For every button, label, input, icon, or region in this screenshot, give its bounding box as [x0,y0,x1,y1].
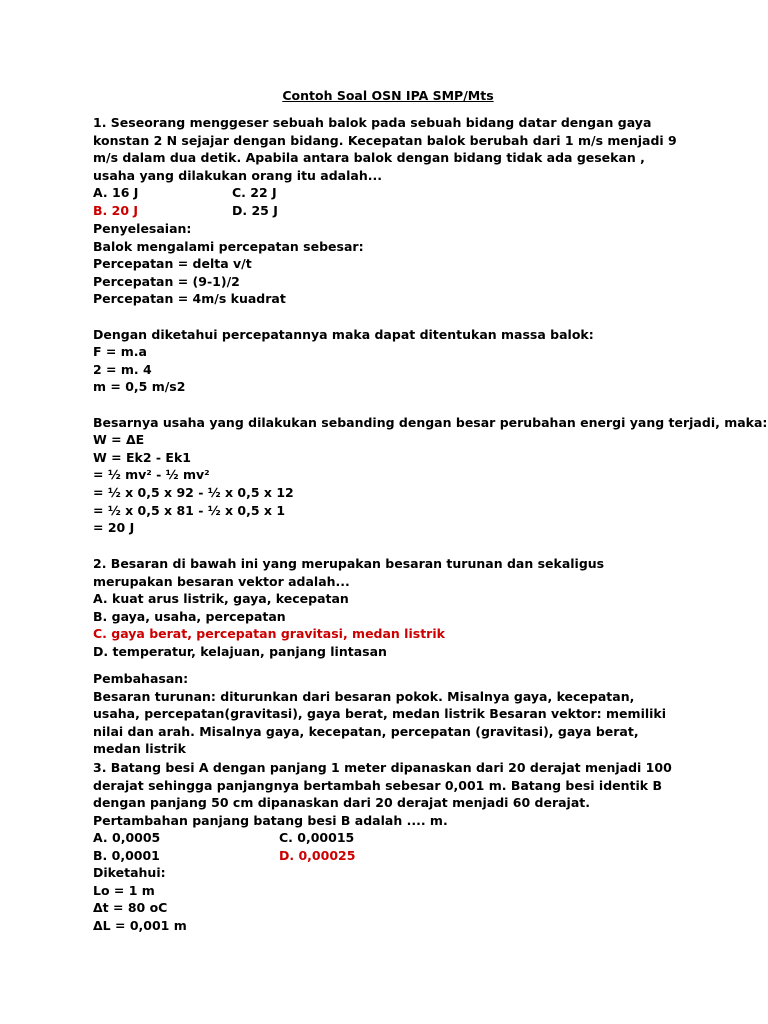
option-a: A. 0,0005 [93,830,161,846]
solution-line: m = 0,5 m/s2 [93,379,186,395]
known-line: Lo = 1 m [93,882,155,898]
solution-line: = ½ x 0,5 x 92 - ½ x 0,5 x 12 [93,484,294,500]
solution-blank [93,308,683,326]
solution-line: = ½ mv² - ½ mv² [93,467,210,483]
solution-line: Dengan diketahui percepatannya maka dapat ditentukan massa balok: [93,326,594,342]
option-a: A. kuat arus listrik, gaya, kecepatan [93,591,349,607]
solution-line: W = ΔE [93,432,145,448]
solution-line: Besarnya usaha yang dilakukan sebanding dengan besar perubahan energi yang terjadi, maka: [93,414,768,430]
solution-line: Penyelesaian: [93,221,192,236]
known-title: Diketahui: [93,865,166,880]
question-3-options-row-1 [93,829,683,847]
question-3-text: 3. Batang besi A dengan panjang 1 meter dipanaskan dari 20 derajat menjadi 100 derajat sehingga panjangnya bertambah sebesar 0,001 m. Batang besi identik B dengan panjang 50 cm dipanaskan dari 20 derajat menjadi 60 derajat. Pertambahan panjang batang besi B adalah .... m. [93,760,672,828]
solution-line: Percepatan = 4m/s kuadrat [93,291,286,307]
question-2-text: 2. Besaran di bawah ini yang merupakan besaran turunan dan sekaligus merupakan besaran vektor adalah... [93,556,605,589]
page-title: Contoh Soal OSN IPA SMP/Mts [282,88,494,103]
question-1-text: 1. Seseorang menggeser sebuah balok pada sebuah bidang datar dengan gaya konstan 2 N sejajar dengan bidang. Kecepatan balok berubah dari 1 m/s menjadi 9 m/s dalam dua detik. Apabila antara balok dengan bidang tidak ada gesekan , usaha yang dilakukan orang itu adalah... [93,115,677,183]
solution-line: = 20 J [93,520,135,536]
solution-line: 2 = m. 4 [93,361,152,377]
question-2-discussion [93,670,683,758]
option-d: D. temperatur, kelajuan, panjang lintasan [93,643,387,659]
question-3 [93,759,683,865]
question-1-options-row-1 [93,184,683,202]
question-1 [93,114,683,220]
option-d: D. 25 J [232,202,278,218]
option-c: C. 22 J [232,185,277,201]
solution-line: W = Ek2 - Ek1 [93,449,191,465]
question-2 [93,555,683,661]
solution-blank [93,396,683,414]
option-d-answer: D. 0,00025 [279,847,356,863]
question-1-options-row-2 [93,202,683,220]
question-1-solution [93,220,768,537]
option-a: A. 16 J [93,185,139,201]
question-3-known [93,864,683,934]
option-b: B. 0,0001 [93,847,160,863]
option-b-answer: B. 20 J [93,202,139,218]
option-c-answer: C. gaya berat, percepatan gravitasi, medan listrik [93,626,445,642]
known-line: ΔL = 0,001 m [93,917,187,933]
solution-line: Percepatan = (9-1)/2 [93,273,240,289]
discussion-text: Besaran turunan: diturunkan dari besaran pokok. Misalnya gaya, kecepatan, usaha, percepatan(gravitasi), gaya berat, medan listrik Besaran vektor: memiliki nilai dan arah. Misalnya gaya, kecepatan, percepatan (gravitasi), gaya berat, medan listrik [93,688,667,757]
solution-line: = ½ x 0,5 x 81 - ½ x 0,5 x 1 [93,502,286,518]
solution-line: Percepatan = delta v/t [93,256,252,272]
question-3-options-row-2 [93,847,683,865]
option-b: B. gaya, usaha, percepatan [93,608,286,624]
solution-line: F = m.a [93,344,147,360]
option-c: C. 0,00015 [279,830,355,846]
known-line: Δt = 80 oC [93,900,168,916]
solution-line: Balok mengalami percepatan sebesar: [93,238,364,254]
discussion-title: Pembahasan: [93,671,189,686]
